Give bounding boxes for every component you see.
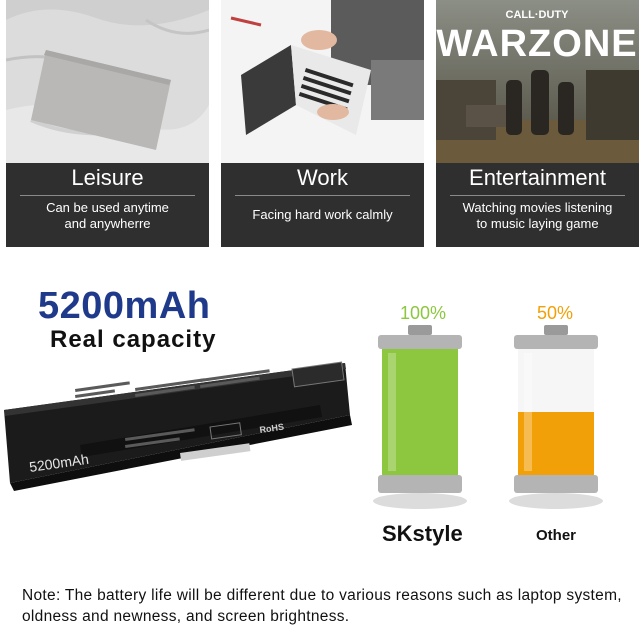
battery-capacity-label: 5200mAh (28, 450, 90, 475)
battery-product-image (0, 355, 360, 505)
leisure-photo (6, 0, 209, 163)
capacity-subtitle: Real capacity (50, 326, 217, 353)
work-panel (221, 0, 424, 247)
other-percent: 50% (537, 303, 574, 323)
other-label: Other (536, 527, 577, 544)
leisure-panel (6, 0, 209, 247)
panel-title-leisure: Leisure (71, 165, 144, 190)
panel-title-entertainment: Entertainment (469, 165, 606, 190)
skstyle-label: SKstyle (382, 521, 463, 546)
disclaimer-note: Note: The battery life will be different due to various reasons such as laptop system, oldness and newness, and screen brightness. (22, 587, 622, 625)
other-battery-gauge (506, 325, 606, 510)
work-photo (221, 0, 424, 163)
game-poster (436, 0, 639, 163)
panel-title-work: Work (297, 165, 348, 190)
capacity-value: 5200mAh (38, 285, 211, 327)
panel-desc-work: Facing hard work calmly (252, 207, 393, 222)
divider (20, 195, 195, 196)
game-logo-top: CALL·DUTY (505, 9, 569, 21)
skstyle-battery-gauge (370, 325, 470, 510)
panel-desc-leisure: Can be used anytime and anywherre (46, 200, 169, 231)
panel-desc-entertainment: Watching movies listening to music laying game (462, 200, 613, 231)
skstyle-percent: 100% (400, 303, 447, 323)
game-logo: WARZONE (436, 23, 638, 65)
divider (235, 195, 410, 196)
rohs-mark: RoHS (258, 421, 285, 435)
divider (450, 195, 625, 196)
entertainment-panel (436, 0, 639, 247)
